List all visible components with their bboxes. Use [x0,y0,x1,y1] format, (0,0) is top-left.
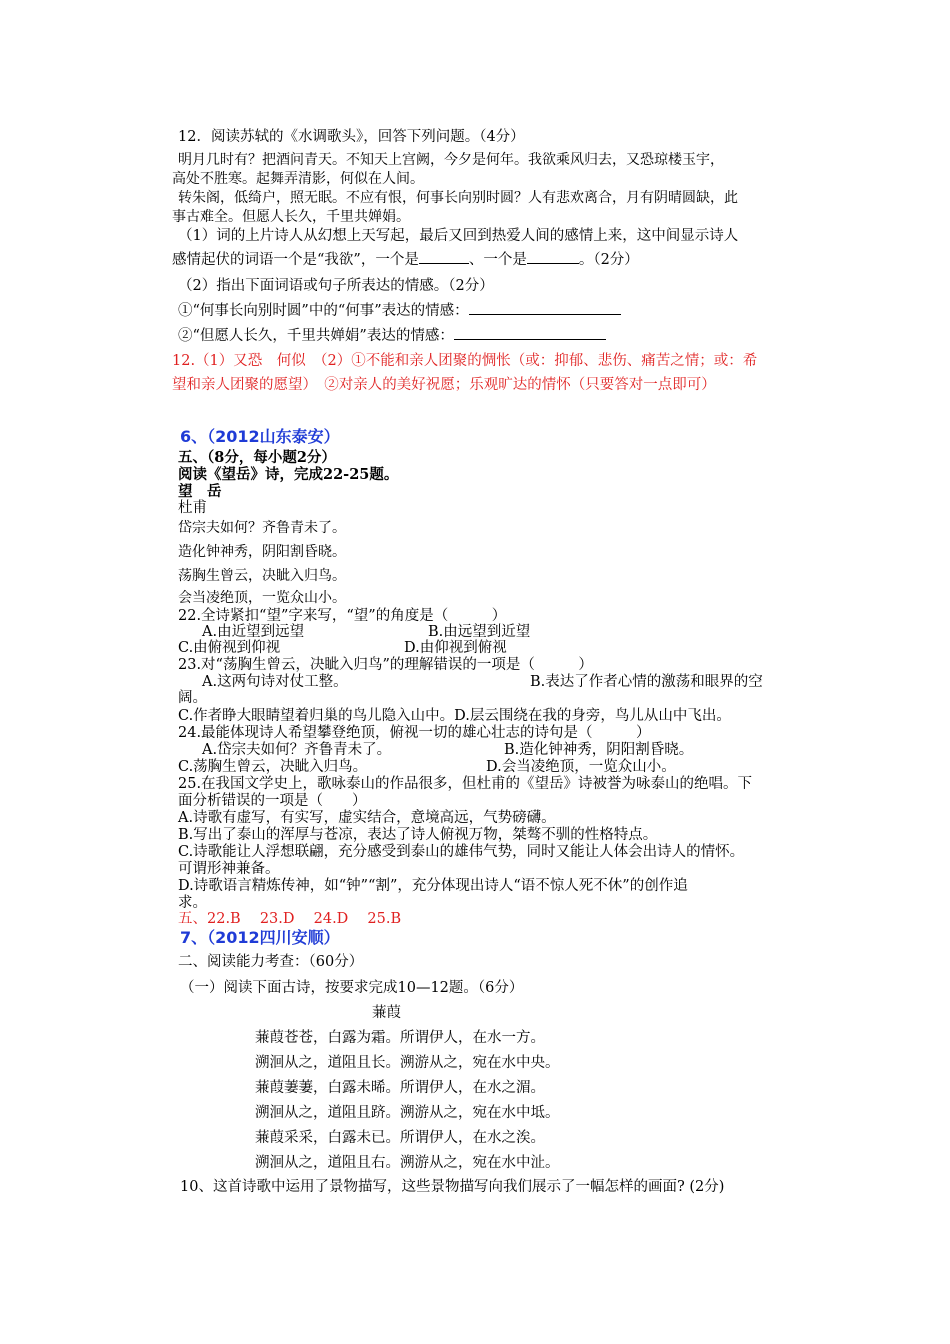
q25-option-d: D.诗歌语言精炼传神，如“钟”“割”，充分体现出诗人“语不惊人死不休”的创作追 [178,878,688,894]
q12-poem-line: 转朱阁，低绮户，照无眠。不应有恨，何事长向别时圆？人有悲欢离合，月有阴晴圆缺，此 [178,190,738,206]
section6-answers: 五、22.B 23.D 24.D 25.B [178,911,402,927]
section7-sub: （一）阅读下面古诗，按要求完成10—12题。（6分） [180,980,524,996]
section7-poem-line: 蒹葭采采，白露未已。所谓伊人，在水之涘。 [255,1130,545,1146]
q22-stem: 22.全诗紧扣“望”字来写，“望”的角度是（ ） [178,608,507,624]
q22-option-a: A.由近望到远望 [202,624,305,640]
answer-blank[interactable] [419,263,469,264]
section7-poem-line: 溯洄从之，道阻且右。溯游从之，宛在水中沚。 [255,1155,560,1171]
q22-option-c: C.由俯视到仰视 [178,640,281,656]
q22-option-d: D.由仰视到俯视 [404,640,507,656]
q12-poem-line: 明月几时有？把酒问青天。不知天上宫阙，今夕是何年。我欲乘风归去，又恐琼楼玉宇， [178,152,724,168]
q25-option-b: B.写出了泰山的浑厚与苍凉，表达了诗人俯视万物，桀骜不驯的性格特点。 [178,827,658,843]
q12-sub2-a [178,301,621,321]
q12-answer-line2: 望和亲人团聚的愿望） ②对亲人的美好祝愿；乐观旷达的情怀（只要答对一点即可） [172,377,716,393]
q10-stem: 10、这首诗歌中运用了景物描写，这些景物描写向我们展示了一幅怎样的画面? (2分) [180,1179,725,1195]
q25-option-c-cont: 可谓形神兼备。 [178,861,280,877]
q24-stem: 24.最能体现诗人希望攀登绝顶，俯视一切的雄心壮志的诗句是（ ） [178,725,651,741]
q25-option-a: A.诗歌有虚写，有实写，虚实结合，意境高远，气势磅礴。 [178,810,556,826]
section6-instruction: 阅读《望岳》诗，完成22-25题。 [178,466,399,483]
section6-poem-line: 岱宗夫如何？齐鲁青未了。 [178,520,346,536]
section7-title: 7、（2012四川安顺） [180,928,340,947]
q25-stem: 25.在我国文学史上，歌咏泰山的作品很多，但杜甫的《望岳》诗被誉为咏泰山的绝唱。下 [178,776,753,792]
section6-poem-line: 荡胸生曾云，决眦入归鸟。 [178,568,346,584]
q22-option-b: B.由远望到近望 [428,624,531,640]
q12-sub1-text-b: 、一个是 [468,252,527,268]
q23-option-b-cont: 阔。 [178,690,207,706]
section6-author: 杜甫 [178,500,207,516]
q12-sub2-b [178,326,606,346]
q24-option-c: C.荡胸生曾云，决眦入归鸟。 [178,759,368,775]
q12-poem-line: 事古难全。但愿人长久，千里共婵娟。 [172,209,410,225]
q12-answer-line1: 12.（1）又恐 何似 （2）①不能和亲人团聚的惆怅（或：抑郁、悲伤、痛苦之情；或：希 [172,353,758,369]
section7-poem-line: 蒹葭苍苍，白露为霜。所谓伊人，在水一方。 [255,1030,545,1046]
q25-option-c: C.诗歌能让人浮想联翩，充分感受到泰山的雄伟气势，同时又能让人体会出诗人的情怀。 [178,844,745,860]
q12-sub2-b-text: ②“但愿人长久，千里共婵娟”表达的情感： [178,328,454,344]
q12-sub1-line1: （1）词的上片诗人从幻想上天写起，最后又回到热爱人间的感情上来，这中间显示诗人 [178,228,739,244]
q23-stem: 23.对“荡胸生曾云，决眦入归鸟”的理解错误的一项是（ ） [178,657,593,673]
section7-poem-line: 溯洄从之，道阻且长。溯游从之，宛在水中央。 [255,1055,560,1071]
q12-sub1-text-c: 。（2分） [578,252,639,268]
q25-option-d-cont: 求。 [178,895,207,911]
section6-part: 五、（8分，每小题2分） [178,449,336,466]
q23-option-a: A.这两句诗对仗工整。 [202,674,348,690]
q24-option-a: A.岱宗夫如何？齐鲁青未了。 [202,742,392,758]
q12-sub2-a-text: ①“何事长向别时圆”中的“何事”表达的情感： [178,303,469,319]
q24-option-b: B.造化钟神秀，阴阳割昏晓。 [504,742,694,758]
section7-poem-title: 蒹葭 [372,1005,401,1021]
section6-poem-line: 会当凌绝顶，一览众山小。 [178,590,346,606]
q12-sub2: （2）指出下面词语或句子所表达的情感。（2分） [178,278,494,294]
q12-heading: 12．阅读苏轼的《水调歌头》，回答下列问题。（4分） [178,129,525,145]
section7-part: 二、阅读能力考查：（60分） [178,954,364,970]
answer-blank[interactable] [469,314,621,315]
section6-poem-line: 造化钟神秀，阴阳割昏晓。 [178,544,346,560]
section6-title: 6、（2012山东泰安） [180,427,340,446]
q23-option-b: B.表达了作者心情的激荡和眼界的空 [530,674,763,690]
answer-blank[interactable] [454,339,606,340]
q25-stem-cont: 面分析错误的一项是（ ） [178,793,367,809]
section7-poem-line: 蒹葭萋萋，白露未晞。所谓伊人，在水之湄。 [255,1080,545,1096]
q12-poem-line: 高处不胜寒。起舞弄清影，何似在人间。 [172,171,424,187]
q23-options-cd: C.作者睁大眼睛望着归巢的鸟儿隐入山中。D.层云围绕在我的身旁，鸟儿从山中飞出。 [178,708,731,724]
q12-sub1-text-a: 感情起伏的词语一个是“我欲”，一个是 [172,252,419,268]
q24-option-d: D.会当凌绝顶，一览众山小。 [486,759,676,775]
q12-sub1-line2 [172,250,639,270]
section6-poem-title: 望 岳 [178,483,222,500]
section7-poem-line: 溯洄从之，道阻且跻。溯游从之，宛在水中坻。 [255,1105,560,1121]
answer-blank[interactable] [527,263,579,264]
